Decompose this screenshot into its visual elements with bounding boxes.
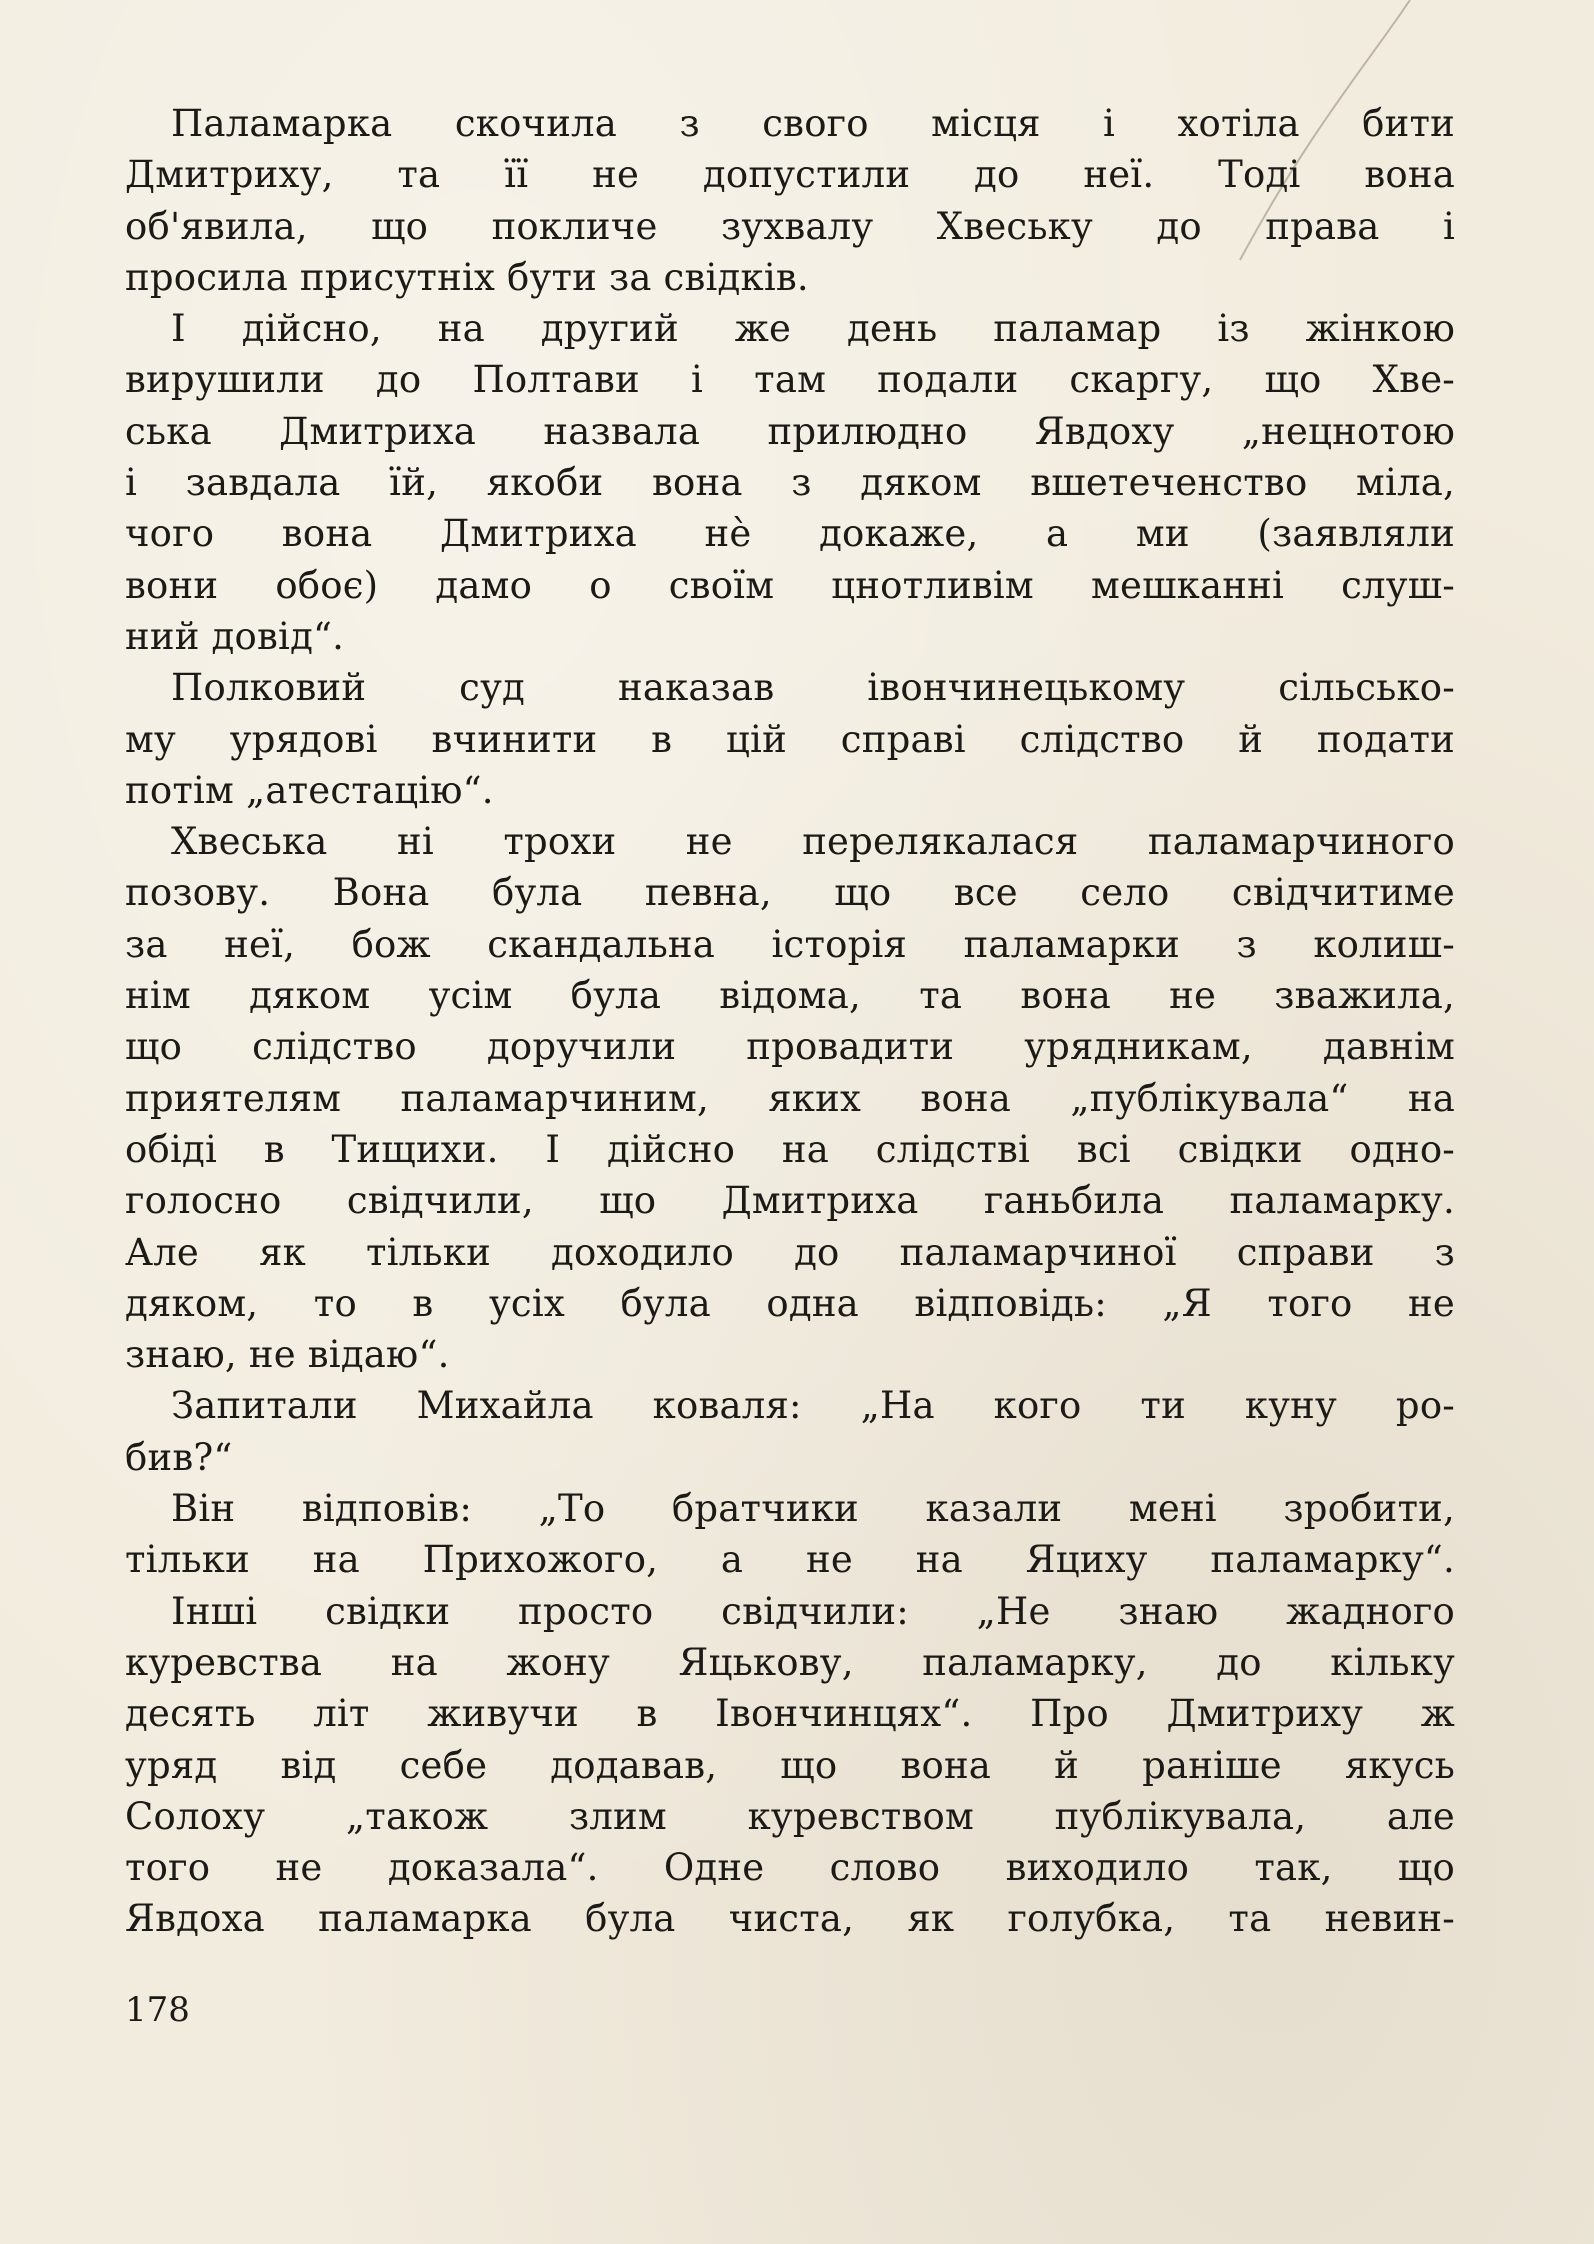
page-number: 178 — [125, 1990, 190, 2030]
text-line: просила присутніх бути за свідків. — [125, 255, 809, 299]
text-line: Але як тільки доходило до паламарчиної справи з — [125, 1230, 1455, 1274]
text-line: того не доказала“. Одне слово виходило так, що — [125, 1846, 1455, 1890]
text-line: Паламарка скочила з свого місця і хотіла бити — [171, 102, 1455, 145]
text-line: бив?“ — [125, 1435, 233, 1479]
text-line: що слідство доручили провадити урядникам, давнім — [125, 1025, 1455, 1069]
text-line: і завдала їй, якоби вона з дяком вшетеченство міла, — [125, 461, 1455, 505]
text-line: вони обоє) дамо о своїм цнотливім мешканні слуш- — [125, 563, 1455, 607]
text-line: Запитали Михайла коваля: „На кого ти куну ро- — [171, 1384, 1455, 1428]
text-line: Він відповів: „То братчики казали мені зробити, — [171, 1487, 1455, 1531]
text-line: за неї, бож скандальна історія паламарки з колиш- — [125, 922, 1455, 966]
text-line: приятелям паламарчиним, яких вона „публікувала“ на — [125, 1076, 1455, 1120]
text-line: обіді в Тищихи. І дійсно на слідстві всі свідки одно- — [125, 1127, 1455, 1171]
text-line: десять літ живучи в Івончинцях“. Про Дмитриху ж — [125, 1692, 1455, 1736]
text-line: нім дяком усім була відома, та вона не зважила, — [125, 974, 1455, 1018]
text-line: потім „атестацію“. — [125, 768, 494, 812]
text-line: Дмитриху, та її не допустили до неї. Тоді вона — [125, 153, 1455, 197]
text-line: Хвеська ні трохи не перелякалася паламарчиного — [171, 820, 1455, 864]
text-line: чого вона Дмитриха нè докаже, а ми (заявляли — [125, 512, 1455, 556]
text-line: знаю, не відаю“. — [125, 1333, 450, 1377]
text-line: куревства на жону Яцькову, паламарку, до кільку — [125, 1640, 1455, 1684]
text-line: І дійсно, на другий же день паламар із жінкою — [171, 307, 1455, 351]
text-line: ська Дмитриха назвала прилюдно Явдоху „нецнотою — [125, 409, 1455, 453]
text-line: позову. Вона була певна, що все село свідчитиме — [125, 871, 1455, 915]
text-line: Інші свідки просто свідчили: „Не знаю жадного — [171, 1589, 1455, 1633]
text-line: Полковий суд наказав івончинецькому сільсько- — [171, 666, 1455, 710]
text-line: тільки на Прихожого, а не на Яциху паламарку“. — [125, 1538, 1455, 1582]
text-line: голосно свідчили, що Дмитриха ганьбила паламарку. — [125, 1179, 1455, 1223]
text-line: Явдоха паламарка була чиста, як голубка, та невин- — [125, 1897, 1455, 1941]
page-body-text — [125, 98, 1455, 1945]
text-line: ний довід“. — [125, 614, 345, 658]
text-line: Солоху „також злим куревством публікувала, але — [125, 1794, 1455, 1838]
text-line: дяком, то в усіх була одна відповідь: „Я того не — [125, 1281, 1455, 1325]
text-line: об'явила, що покличе зухвалу Хвеську до права і — [125, 204, 1455, 248]
text-line: уряд від себе додавав, що вона й раніше якусь — [125, 1743, 1455, 1787]
text-line: му урядові вчинити в цій справі слідство й подати — [125, 717, 1455, 761]
text-line: вирушили до Полтави і там подали скаргу, що Хве- — [125, 358, 1455, 402]
